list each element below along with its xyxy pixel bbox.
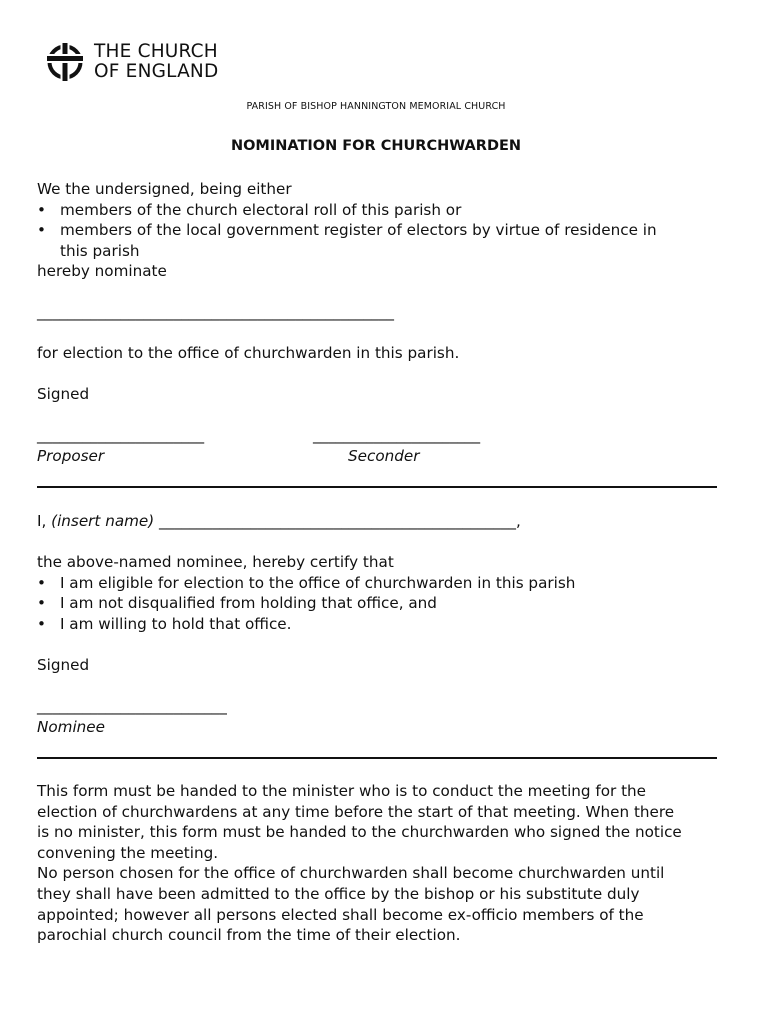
section-divider [37, 757, 717, 759]
logo-wordmark [94, 42, 218, 82]
certification-intro: the above-named nominee, hereby certify that [37, 553, 394, 571]
certification-name-row [37, 511, 521, 532]
footer-line: convening the meeting. [37, 843, 219, 862]
footer-line: This form must be handed to the minister who is to conduct the meeting for the [37, 782, 647, 800]
bullet-icon: • [37, 615, 46, 633]
footer-line: parochial church council from the time of their election. [37, 926, 461, 945]
nominee-name-field[interactable]: _______________________________________________ [37, 303, 394, 321]
seconder-signature-field[interactable]: ______________________ [313, 426, 481, 444]
bullet-icon: • [37, 574, 46, 592]
seconder-label: Seconder [348, 447, 420, 465]
insert-name-hint: (insert name) [51, 512, 155, 530]
nomination-signed-label: Signed [37, 385, 90, 403]
footer-line: appointed; however all persons elected shall become ex-officio members of the [37, 905, 644, 924]
footer-line: they shall have been admitted to the office by the bishop or his substitute duly [37, 884, 640, 903]
bullet-icon: • [37, 221, 46, 239]
section-divider [37, 486, 717, 488]
election-text: for election to the office of churchwarden in this parish. [37, 344, 460, 362]
nomination-intro: We the undersigned, being either [37, 180, 292, 198]
footer-line: No person chosen for the office of churchwarden shall become churchwarden until [37, 864, 665, 883]
logo-line-1: THE CHURCH [94, 41, 218, 62]
proposer-label: Proposer [37, 447, 105, 465]
church-cross-logo-icon [46, 42, 84, 82]
footer-notice [37, 781, 717, 946]
bullet-icon: • [37, 201, 46, 219]
proposer-signature-field[interactable]: ______________________ [37, 426, 205, 444]
nominee-label: Nominee [37, 718, 105, 736]
church-of-england-logo [46, 42, 218, 82]
parish-header: PARISH OF BISHOP HANNINGTON MEMORIAL CHURCH [246, 101, 506, 112]
bullet-icon: • [37, 594, 46, 612]
certification-name-field[interactable]: _______________________________________________, [159, 512, 521, 530]
certification-signed-label: Signed [37, 656, 90, 674]
logo-line-2: OF ENGLAND [94, 61, 219, 82]
nominee-signature-field[interactable]: _________________________ [37, 697, 227, 715]
hereby-nominate-text: hereby nominate [37, 262, 167, 280]
footer-line: election of churchwardens at any time before the start of that meeting. When there [37, 802, 675, 821]
certification-prefix: I, [37, 512, 47, 530]
footer-line: is no minister, this form must be handed to the churchwarden who signed the notice [37, 823, 682, 842]
form-title: NOMINATION FOR CHURCHWARDEN [230, 138, 522, 154]
